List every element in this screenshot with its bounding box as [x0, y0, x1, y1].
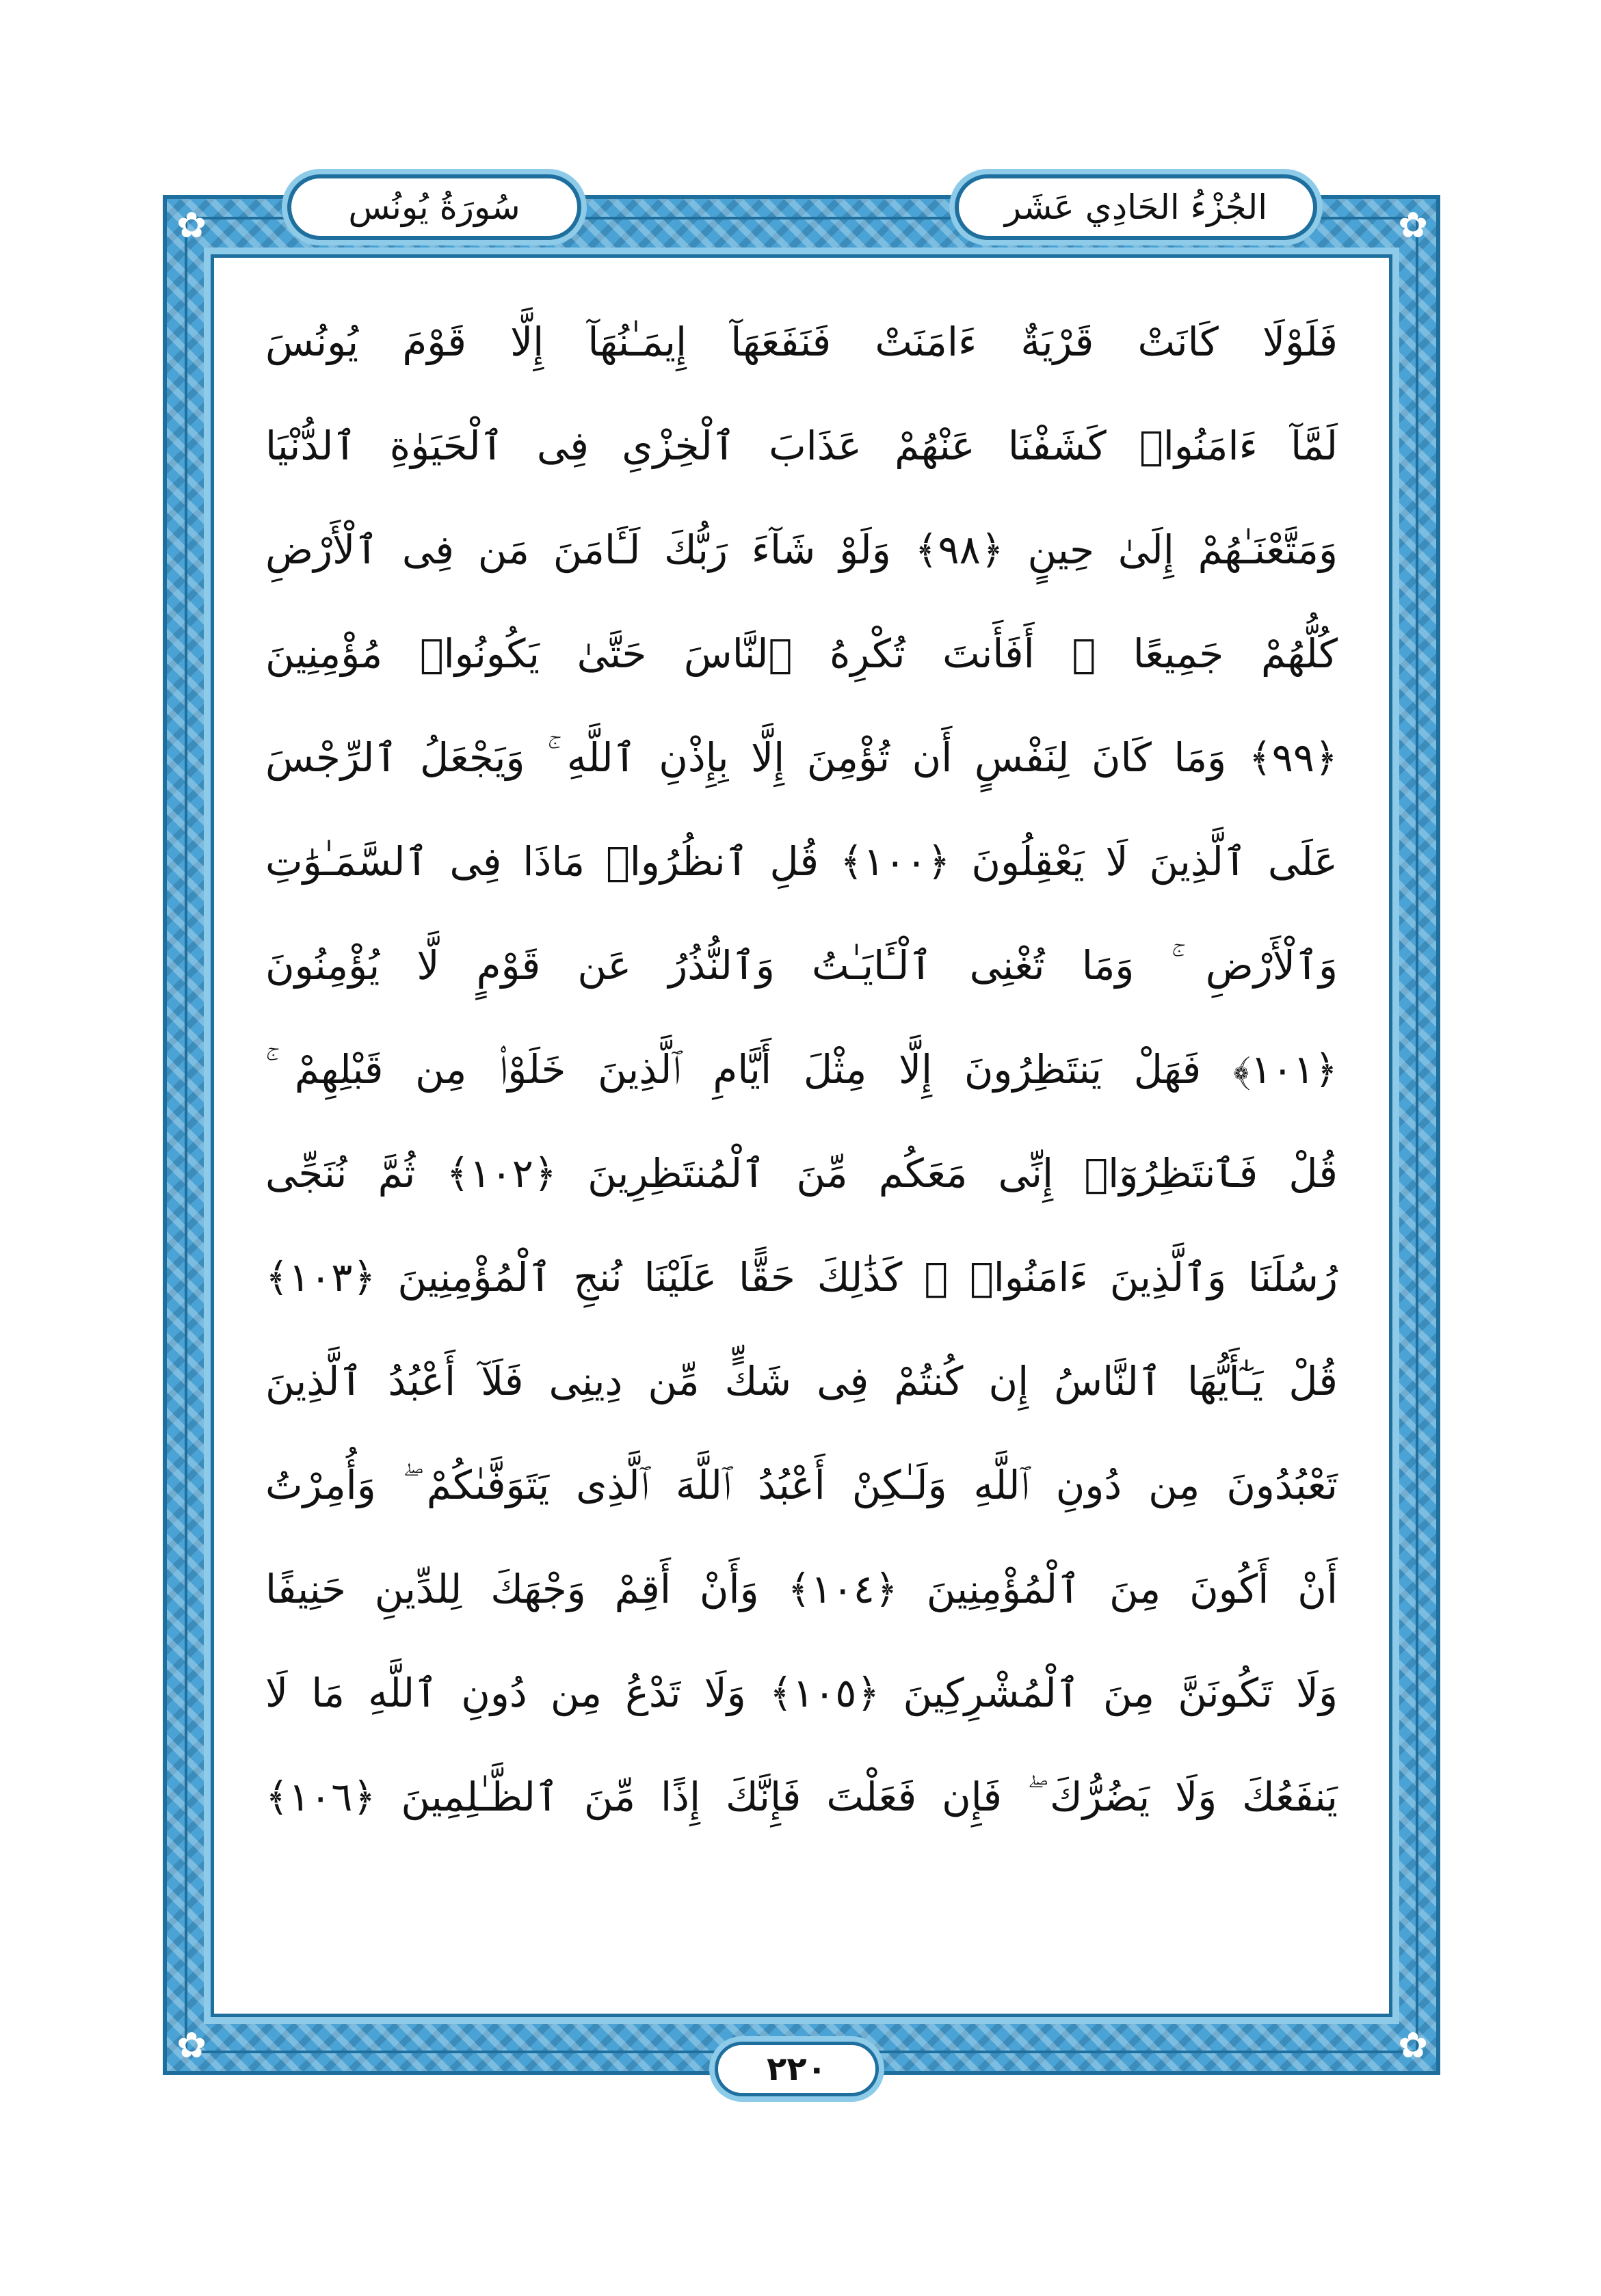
verse-line: أَنْ أَكُونَ مِنَ ٱلْمُؤْمِنِينَ ﴿١٠٤﴾ وَأَنْ أَقِمْ وَجْهَكَ لِلدِّينِ حَنِيفًا [265, 1566, 1338, 1612]
verse-line: تَعْبُدُونَ مِن دُونِ ٱللَّهِ وَلَـٰكِنْ أَعْبُدُ ٱللَّهَ ٱلَّذِى يَتَوَفَّىٰكُمْ ۖ وَأُمِرْتُ [265, 1461, 1338, 1508]
verse-line: وَٱلْأَرْضِ ۚ وَمَا تُغْنِى ٱلْـَٔايَـٰتُ وَٱلنُّذُرُ عَن قَوْمٍ لَّا يُؤْمِنُونَ [265, 942, 1338, 989]
corner-ornament-icon: ✿ [1398, 2025, 1428, 2066]
juz-title: الجُزْءُ الحَادِي عَشَر [955, 174, 1317, 240]
verse-line: قُلْ يَـٰٓأَيُّهَا ٱلنَّاسُ إِن كُنتُمْ فِى شَكٍّ مِّن دِينِى فَلَآ أَعْبُدُ ٱلَّذِينَ [265, 1358, 1338, 1404]
verse-line: وَمَتَّعْنَـٰهُمْ إِلَىٰ حِينٍ ﴿٩٨﴾ وَلَوْ شَآءَ رَبُّكَ لَـَٔامَنَ مَن فِى ٱلْأَرْضِ [265, 526, 1338, 573]
verse-line: لَمَّآ ءَامَنُوا۟ كَشَفْنَا عَنْهُمْ عَذَابَ ٱلْخِزْىِ فِى ٱلْحَيَوٰةِ ٱلدُّنْيَا [265, 423, 1338, 469]
verse-line: ﴿١٠١﴾ فَهَلْ يَنتَظِرُونَ إِلَّا مِثْلَ أَيَّامِ ٱلَّذِينَ خَلَوْا۟ مِن قَبْلِهِمْ ۚ [265, 1045, 1338, 1093]
page-number: ٢٢٠ [715, 2042, 879, 2096]
verse-line: قُلْ فَٱنتَظِرُوٓا۟ إِنِّى مَعَكُم مِّنَ ٱلْمُنتَظِرِينَ ﴿١٠٢﴾ ثُمَّ نُنَجِّى [265, 1150, 1338, 1197]
corner-ornament-icon: ✿ [1398, 205, 1428, 246]
verse-line: كُلُّهُمْ جَمِيعًا ۚ أَفَأَنتَ تُكْرِهُ ٱلنَّاسَ حَتَّىٰ يَكُونُوا۟ مُؤْمِنِينَ [265, 630, 1338, 677]
verse-line: رُسُلَنَا وَٱلَّذِينَ ءَامَنُوا۟ ۚ كَذَٰلِكَ حَقًّا عَلَيْنَا نُنجِ ٱلْمُؤْمِنِينَ ﴿١٠٣﴾ [265, 1254, 1338, 1300]
surah-title: سُورَةُ يُونُس [287, 174, 581, 240]
verse-line: وَلَا تَكُونَنَّ مِنَ ٱلْمُشْرِكِينَ ﴿١٠٥﴾ وَلَا تَدْعُ مِن دُونِ ٱللَّهِ مَا لَا [265, 1670, 1338, 1716]
corner-ornament-icon: ✿ [176, 2025, 207, 2066]
verse-line: عَلَى ٱلَّذِينَ لَا يَعْقِلُونَ ﴿١٠٠﴾ قُلِ ٱنظُرُوا۟ مَاذَا فِى ٱلسَّمَـٰوَٰتِ [265, 838, 1338, 885]
verse-line: ﴿٩٩﴾ وَمَا كَانَ لِنَفْسٍ أَن تُؤْمِنَ إِلَّا بِإِذْنِ ٱللَّهِ ۚ وَيَجْعَلُ ٱلرِّجْسَ [265, 734, 1338, 781]
verse-line: فَلَوْلَا كَانَتْ قَرْيَةٌ ءَامَنَتْ فَنَفَعَهَآ إِيمَـٰنُهَآ إِلَّا قَوْمَ يُونُسَ [265, 319, 1338, 365]
verse-lines [265, 290, 1338, 1849]
corner-ornament-icon: ✿ [176, 205, 207, 246]
verse-line: يَنفَعُكَ وَلَا يَضُرُّكَ ۖ فَإِن فَعَلْتَ فَإِنَّكَ إِذًا مِّنَ ٱلظَّـٰلِمِينَ ﴿١٠٦﴾ [265, 1773, 1338, 1820]
